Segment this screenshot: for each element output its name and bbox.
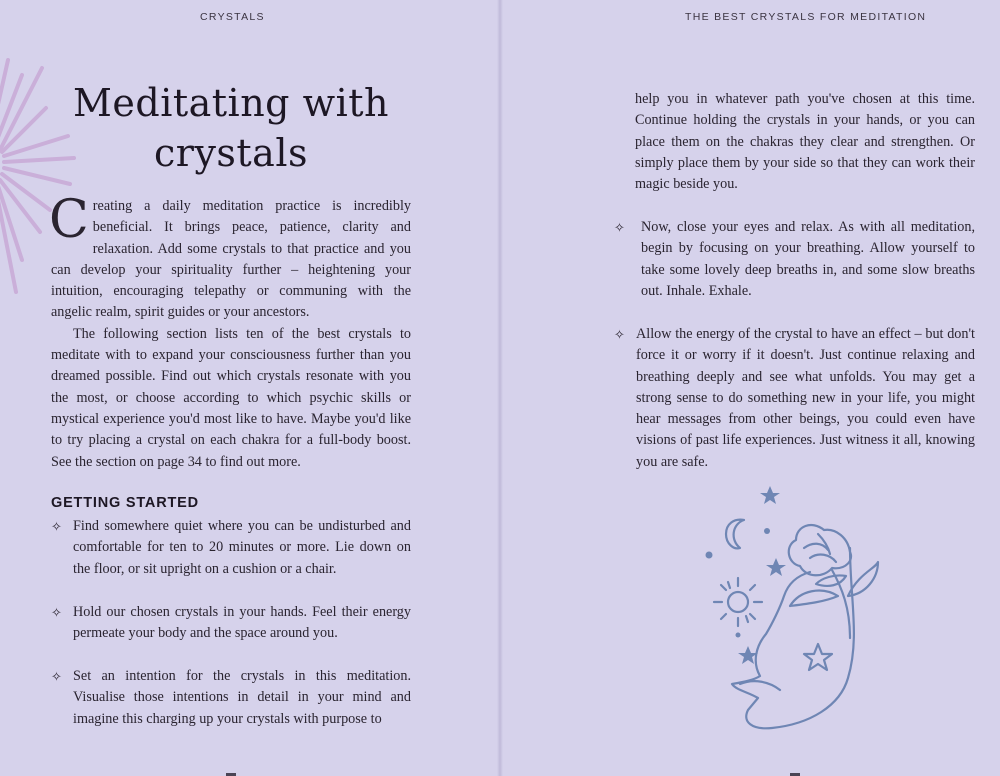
face-with-flower-illustration bbox=[700, 478, 890, 738]
sparkle-bullet-icon: ✧ bbox=[614, 327, 625, 342]
list-item-text: Now, close your eyes and relax. As with all meditation, begin by focusing on your breathing. Allow yourself to take some lovely deep breaths in, and some slow breaths out. Inhale. Exhale. bbox=[641, 219, 975, 299]
intro-paragraph-1 bbox=[49, 190, 411, 324]
intro-paragraph-1-text: reating a daily meditation practice is incredibly beneficial. It brings peace, patience, clarity and relaxation. Add some crystals to that practice and you can develop your spirituality further – heightening your intuition, encouraging telepathy or communing with the angelic realm, spirit guides or your ancestors. bbox=[51, 198, 411, 321]
list-item-text: Find somewhere quiet where you can be undisturbed and comfortable for ten to 20 minutes or more. Lie down on the floor, or sit upright on a cushion or a chair. bbox=[73, 518, 411, 577]
continued-text: help you in whatever path you've chosen at this time. Continue holding the crystals in your hands, or you can place them on the chakras they clear and strengthen. Or simply place them by your side so that they can work their magic beside you. bbox=[635, 91, 975, 193]
sparkle-bullet-icon: ✧ bbox=[51, 669, 62, 684]
list-item-text: Set an intention for the crystals in this meditation. Visualise those intentions in detail in your mind and imagine this charging up your crystals with purpose to bbox=[73, 668, 411, 727]
list-item-text: Allow the energy of the crystal to have an effect – but don't force it or worry if it doesn't. Just continue relaxing and breathing deeply and see what unfolds. You may get a strong sense to do something new in your life, you might hear messages from other beings, you could even have visions of past life experiences. Just witness it all, knowing you are safe. bbox=[636, 326, 975, 470]
section-heading: GETTING STARTED bbox=[51, 495, 199, 511]
sparkle-bullet-icon: ✧ bbox=[51, 605, 62, 620]
drop-cap: C bbox=[49, 190, 89, 250]
intro-paragraph-2: The following section lists ten of the best crystals to meditate with to expand your consciousness further than you dreamed possible. Find out which crystals resonate with you the most, or choose according to which psychic skills or mystical experience you'd most like to have. Maybe you'd like to try placing a crystal on each chakra for a full-body boost. See the section on page 34 to find out more. bbox=[51, 325, 411, 470]
sparkle-bullet-icon: ✧ bbox=[614, 220, 625, 235]
running-head-right: THE BEST CRYSTALS FOR MEDITATION bbox=[685, 11, 927, 23]
sparkle-bullet-icon: ✧ bbox=[51, 519, 62, 534]
intro-text bbox=[49, 190, 411, 473]
page-title: Meditating with crystals bbox=[72, 81, 390, 175]
list-item-text: Hold our chosen crystals in your hands. Feel their energy permeate your body and the space around you. bbox=[73, 604, 411, 642]
right-page bbox=[500, 0, 1000, 776]
running-head-left: CRYSTALS bbox=[200, 11, 265, 23]
